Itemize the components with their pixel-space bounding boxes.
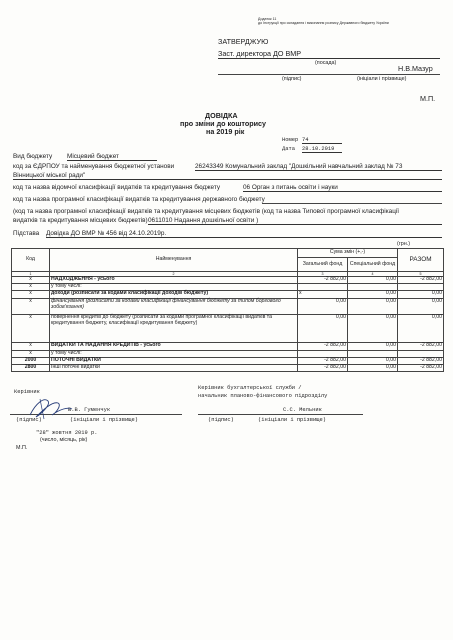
basis-label: Підстава xyxy=(13,230,40,237)
row-general: -2 882,00 xyxy=(298,277,348,284)
row-total: -2 882,00 xyxy=(398,358,444,365)
row-general: -2 882,00 xyxy=(298,365,348,372)
col-number: 3 xyxy=(298,272,348,277)
accountant-label: Керівник бухгалтерської служби / xyxy=(198,385,302,391)
changes-table xyxy=(11,248,444,372)
row-total: 0,00 xyxy=(398,315,444,343)
row-code: х xyxy=(12,315,50,343)
header-name: Найменування xyxy=(50,249,298,272)
col-number: 5 xyxy=(398,272,444,277)
head-label: Керівник xyxy=(14,389,40,395)
dept-class-label: код та назва відомчої класифікації видатків та кредитування бюджету xyxy=(13,184,221,191)
col-number: 4 xyxy=(348,272,398,277)
col-number: 2 xyxy=(50,272,298,277)
header-total: РАЗОМ xyxy=(398,249,444,272)
row-special: 0,00 xyxy=(348,299,398,315)
row-special: 0,00 xyxy=(348,358,398,365)
table-row xyxy=(12,299,444,315)
head-name: В.В. Гуменчук xyxy=(68,407,111,413)
col-number: 1 xyxy=(12,272,50,277)
row-general: -2 882,00 xyxy=(298,343,348,351)
appendix-line1: Додаток 11 xyxy=(258,17,277,21)
approver-sign-line xyxy=(218,74,440,75)
row-code: х xyxy=(12,299,50,315)
row-code: х xyxy=(12,291,50,299)
state-prog-line xyxy=(262,203,442,204)
dept-class-value: 06 Орган з питань освіти і науки xyxy=(243,184,442,192)
budget-type-value: Місцевий бюджет xyxy=(67,153,157,161)
row-special: 0,00 xyxy=(348,343,398,351)
row-name: у тому числі: xyxy=(50,351,298,358)
local-prog-value: 0611010 Надання дошкільної освіти ) xyxy=(148,217,442,225)
row-total: -2 882,00 xyxy=(398,343,444,351)
document-subtitle: про зміни до кошторису xyxy=(180,119,267,128)
signature-icon xyxy=(26,393,76,421)
row-code: х xyxy=(12,284,50,291)
header-code: Код xyxy=(12,249,50,272)
accountant-name: С.С. Мельник xyxy=(283,407,322,413)
row-special: 0,00 xyxy=(348,291,398,299)
accountant-label-cont: начальник планово-фінансового підрозділу xyxy=(198,393,328,399)
row-total: -2 882,00 xyxy=(398,277,444,284)
row-special: 0,00 xyxy=(348,315,398,343)
row-name: Інші поточні видатки xyxy=(50,365,298,372)
row-name: у тому числі: xyxy=(50,284,298,291)
appendix-line2: до Інструкції про складання і виконання розпису Державного бюджету України xyxy=(258,21,389,25)
row-general: 0,00 xyxy=(298,315,348,343)
table-row xyxy=(12,315,444,343)
edrpou-value: 26243349 Комунальний заклад "Дошкільний навчальний заклад № 73 xyxy=(195,163,442,171)
row-total: 0,00 xyxy=(398,299,444,315)
date-value: 28.10.2019 xyxy=(302,146,342,153)
state-prog-label: код та назва програмної класифікації видатків та кредитування державного бюджету xyxy=(13,196,265,203)
accountant-name-caption: (ініціали і прізвище) xyxy=(258,417,326,423)
row-general: 0,00 xyxy=(298,299,348,315)
signing-date-caption: (число, місяць, рік) xyxy=(40,437,88,443)
accountant-sign-line xyxy=(198,414,363,415)
row-code: х xyxy=(12,277,50,284)
head-name-caption: (ініціали і прізвище) xyxy=(70,417,138,423)
edrpou-label: код за ЄДРПОУ та найменування бюджетної установи xyxy=(13,163,175,170)
basis-value: Довідка ДО ВМР № 456 від 24.10.2019р. xyxy=(46,230,442,238)
row-total: -2 882,00 xyxy=(398,365,444,372)
document-title: ДОВІДКА xyxy=(205,111,238,120)
row-name: ВИДАТКИ ТА НАДАННЯ КРЕДИТІВ - усього xyxy=(50,343,298,351)
row-code: х xyxy=(12,343,50,351)
header-sum: Сума змін (+,-) xyxy=(298,249,398,258)
header-special-fund: Спеціальний фонд xyxy=(348,258,398,272)
row-general xyxy=(298,284,348,291)
local-prog-label-cont: видатків та кредитування місцевих бюджетів) xyxy=(13,217,148,224)
row-general: х xyxy=(298,291,348,299)
approver-position: Заст. директора ДО ВМР xyxy=(218,50,440,59)
row-name: повернення кредитів до бюджету (розписати за кодами програмної класифікації видатків та кредитування бюджету, класифікації кредитування бюджету) xyxy=(50,315,298,343)
header-general-fund: Загальний фонд xyxy=(298,258,348,272)
accountant-sign-caption: (підпис) xyxy=(208,417,234,423)
row-special: 0,00 xyxy=(348,365,398,372)
signing-date: "28" жовтня 2019 р. xyxy=(36,430,98,436)
local-prog-label: (код та назва програмної класифікації видатків та кредитування місцевих бюджетів (код та назва Типової програмної класифікації xyxy=(13,208,400,215)
row-code: х xyxy=(12,351,50,358)
budget-type-label: Вид бюджету xyxy=(13,153,53,160)
edrpou-value-cont: Вінницької міської ради" xyxy=(13,172,442,180)
number-label: Номер xyxy=(282,137,299,143)
position-caption: (посада) xyxy=(315,60,337,66)
sign-caption: (підпис) xyxy=(282,76,302,82)
table-row xyxy=(12,365,444,372)
row-name: НАДХОДЖЕННЯ - усього xyxy=(50,277,298,284)
number-value: 74 xyxy=(302,137,342,144)
row-code: 2800 xyxy=(12,365,50,372)
row-name: доходи (розписати за кодами класифікації доходів бюджету) xyxy=(50,291,298,299)
name-caption: (ініціали і прізвище) xyxy=(357,76,407,82)
currency-note: (грн.) xyxy=(397,241,411,247)
row-total: 0,00 xyxy=(398,291,444,299)
approve-heading: ЗАТВЕРДЖУЮ xyxy=(218,37,269,46)
head-sign-caption: (підпис) xyxy=(16,417,42,423)
row-name: фінансування (розписати за кодами класифікації фінансування бюджету за типом боргового зобов'язання) xyxy=(50,299,298,315)
stamp-mark-top: М.П. xyxy=(420,94,436,103)
stamp-mark-bottom: М.П. xyxy=(16,445,28,451)
row-name: ПОТОЧНІ ВИДАТКИ xyxy=(50,358,298,365)
document-year: на 2019 рік xyxy=(206,127,245,136)
row-general: -2 882,00 xyxy=(298,358,348,365)
approver-name: Н.В.Мазур xyxy=(398,64,433,73)
row-code: 2000 xyxy=(12,358,50,365)
date-label: Дата xyxy=(282,146,295,152)
row-special: 0,00 xyxy=(348,277,398,284)
